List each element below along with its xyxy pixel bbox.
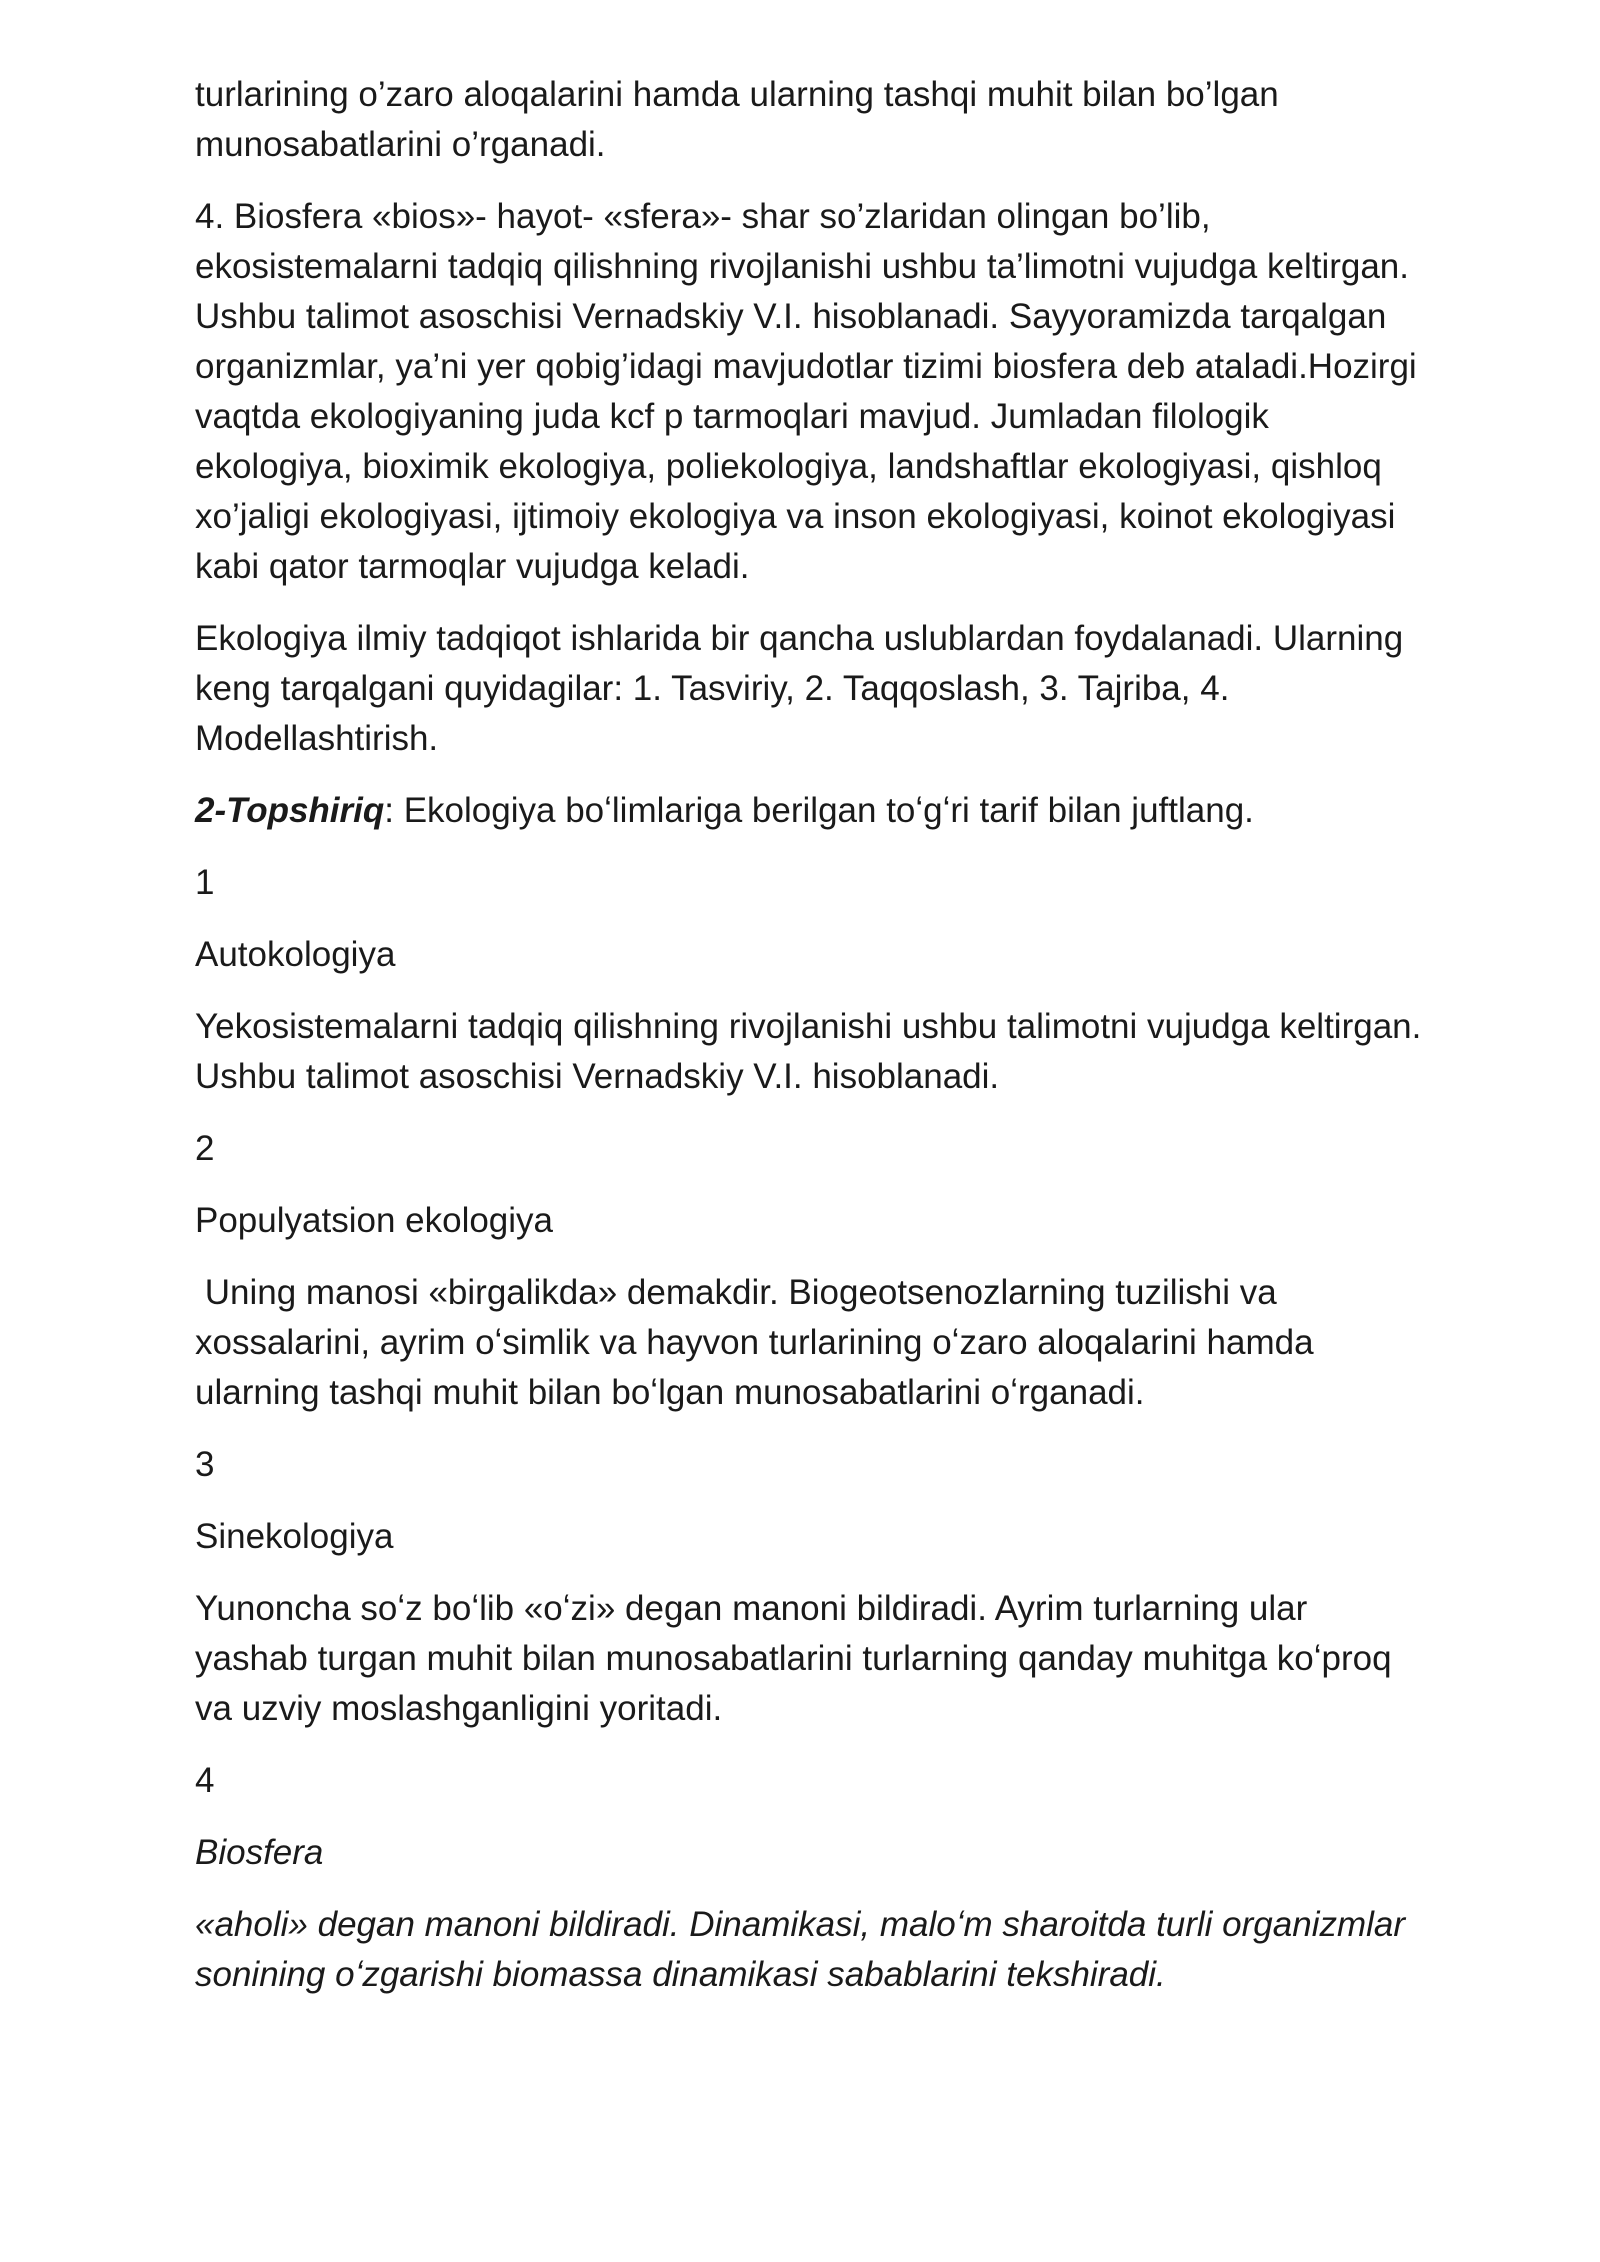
item-definition: Uning manosi «birgalikda» demakdir. Biogeotsenozlarning tuzilishi va xossalarini, ayrim oʻsimlik va hayvon turlarining oʻzaro aloqalarini hamda ularning tashqi muhit bilan boʻlgan munosabatlarini oʻrganadi. <box>195 1273 1324 1412</box>
item-term: Biosfera <box>195 1833 324 1872</box>
item-definition: «aholi» degan manoni bildiradi. Dinamikasi, maloʻm sharoitda turli organizmlar sonining oʻzgarishi biomassa dinamikasi sabablarini tekshiradi. <box>195 1905 1406 1994</box>
item-number: 4 <box>195 1761 215 1800</box>
item-number: 2 <box>195 1129 215 1168</box>
item-definition: Yunoncha soʻz boʻlib «oʻzi» degan manoni bildiradi. Ayrim turlarning ular yashab turgan muhit bilan munosabatlarini turlarning qanday muhitga koʻproq va uzviy moslashganligini yoritadi. <box>195 1589 1392 1728</box>
item-term: Populyatsion ekologiya <box>195 1201 554 1240</box>
item-term: Autokologiya <box>195 935 396 974</box>
paragraph-biosfera: 4. Biosfera «bios»- hayot- «sfera»- shar so’zlaridan olingan bo’lib, ekosistemalarni tadqiq qilishning rivojlanishi ushbu ta’limotni vujudga keltirgan. Ushbu talimot asoschisi Vernadskiy V.I. hisoblanadi. Sayyoramizda tarqalgan organizmlar, ya’ni yer qobig’idagi mavjudotlar tizimi biosfera deb ataladi.Hozirgi vaqtda ekologiyaning juda kcf p tarmoqlari mavjud. Jumladan filologik ekologiya, bioximik ekologiya, poliekologiya, landshaftlar ekologiyasi, qishloq xo’jaligi ekologiyasi, ijtimoiy ekologiya va inson ekologiyasi, koinot ekologiyasi kabi qator tarmoqlar vujudga keladi. <box>195 197 1417 586</box>
item-number: 3 <box>195 1445 215 1484</box>
task-heading <box>195 786 1425 836</box>
task-text: : Ekologiya boʻlimlariga berilgan toʻgʻri tarif bilan juftlang. <box>384 791 1254 830</box>
item-number: 1 <box>195 863 215 902</box>
item-definition: Yekosistemalarni tadqiq qilishning rivojlanishi ushbu talimotni vujudga keltirgan. Ushbu talimot asoschisi Vernadskiy V.I. hisoblanadi. <box>195 1007 1422 1096</box>
document-page <box>195 70 1425 2022</box>
paragraph-methods: Ekologiya ilmiy tadqiqot ishlarida bir qancha uslublardan foydalanadi. Ularning keng tarqalgani quyidagilar: 1. Tasviriy, 2. Taqqoslash, 3. Tajriba, 4. Modellashtirish. <box>195 619 1404 758</box>
task-label: 2-Topshiriq <box>195 791 385 830</box>
item-term: Sinekologiya <box>195 1517 394 1556</box>
paragraph-intro-continuation: turlarining o’zaro aloqalarini hamda ularning tashqi muhit bilan bo’lgan munosabatlarini o’rganadi. <box>195 75 1279 164</box>
